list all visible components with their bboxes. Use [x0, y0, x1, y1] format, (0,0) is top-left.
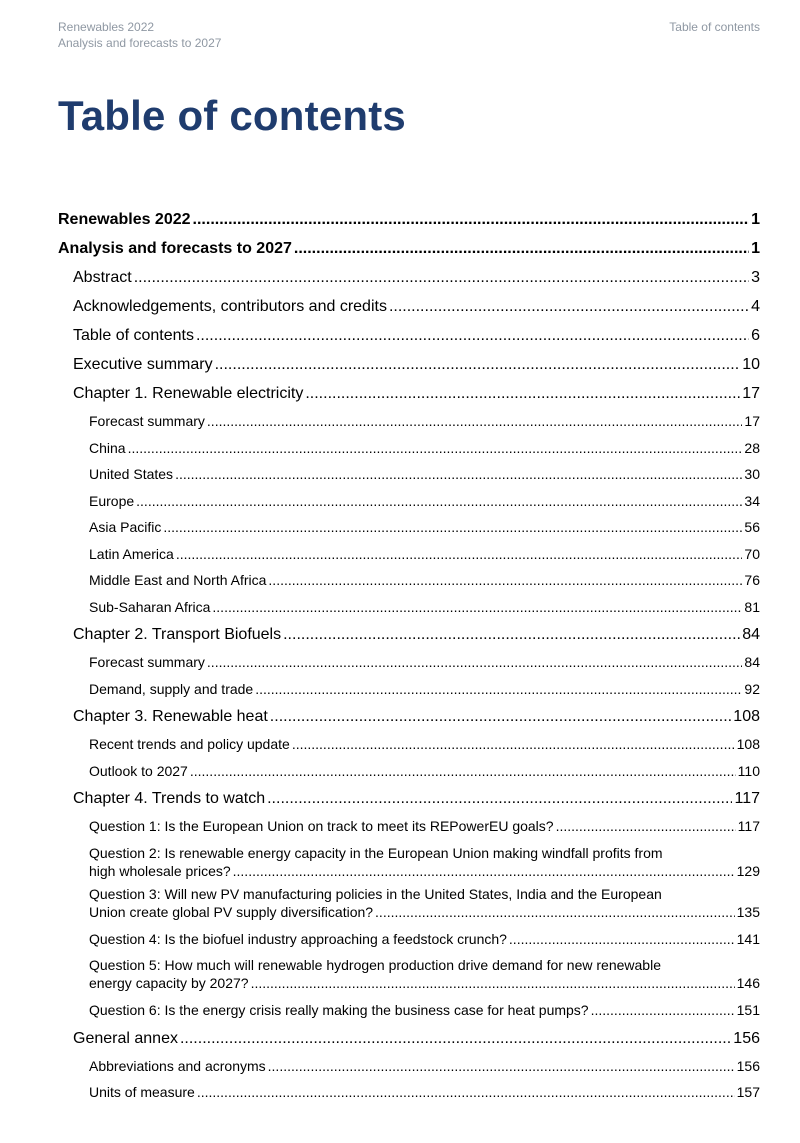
leader-dots — [207, 649, 743, 676]
leader-dots — [251, 974, 735, 992]
report-subtitle: Analysis and forecasts to 2027 — [58, 36, 222, 50]
leader-dots — [193, 205, 750, 234]
leader-dots — [207, 408, 743, 435]
leader-dots — [175, 461, 742, 488]
toc-entry-label: Outlook to 2027 — [89, 762, 188, 779]
toc-entry-label: Executive summary — [73, 356, 213, 373]
toc-entry[interactable] — [58, 350, 760, 379]
toc-entry-label: Middle East and North Africa — [89, 572, 267, 588]
leader-dots — [375, 903, 735, 921]
toc-entry-page: 30 — [744, 466, 760, 482]
leader-dots — [268, 567, 742, 594]
toc-entry-page: 157 — [736, 1084, 760, 1100]
toc-entry-page: 117 — [737, 818, 760, 834]
toc-entry-label: Question 4: Is the biofuel industry approaching a feedstock crunch? — [89, 930, 507, 947]
toc-entry[interactable] — [58, 461, 760, 488]
leader-dots — [197, 1079, 735, 1106]
leader-dots — [591, 997, 735, 1024]
toc-entry-label: Analysis and forecasts to 2027 — [58, 240, 292, 257]
toc-entry-page: 28 — [744, 439, 760, 456]
toc-entry-page: 76 — [744, 572, 760, 588]
toc-entry[interactable] — [58, 885, 760, 921]
leader-dots — [176, 541, 743, 568]
toc-entry-label: Question 1: Is the European Union on track to meet its REPowerEU goals? — [89, 818, 554, 834]
toc-entry-page: 17 — [742, 385, 760, 402]
toc-entry-page: 108 — [733, 708, 760, 725]
table-of-contents — [58, 205, 760, 1106]
toc-entry-label-line2: Union create global PV supply diversification? — [89, 903, 374, 920]
toc-entry-label: Acknowledgements, contributors and credits — [73, 298, 387, 315]
toc-entry[interactable] — [58, 813, 760, 840]
toc-entry[interactable] — [58, 997, 760, 1024]
toc-entry-page: 84 — [742, 626, 760, 643]
leader-dots — [267, 784, 732, 813]
toc-entry[interactable] — [58, 1024, 760, 1053]
toc-entry[interactable] — [58, 758, 760, 785]
toc-entry-page: 156 — [736, 1057, 760, 1074]
running-head-left — [58, 19, 221, 51]
toc-entry[interactable] — [58, 1053, 760, 1080]
toc-entry[interactable] — [58, 321, 760, 350]
toc-entry-page: 10 — [742, 356, 760, 373]
toc-entry[interactable] — [58, 784, 760, 813]
leader-dots — [190, 758, 736, 785]
leader-dots — [270, 702, 732, 731]
toc-entry-label: Asia Pacific — [89, 519, 162, 535]
toc-entry[interactable] — [58, 594, 760, 621]
toc-entry[interactable] — [58, 488, 760, 515]
toc-entry-label: United States — [89, 466, 174, 482]
leader-dots — [134, 263, 749, 292]
toc-entry-page: 151 — [736, 1002, 760, 1018]
toc-entry-page: 3 — [751, 269, 760, 286]
toc-entry[interactable] — [58, 435, 760, 462]
toc-entry-label: Units of measure — [89, 1084, 195, 1100]
leader-dots — [163, 514, 742, 541]
toc-entry[interactable] — [58, 956, 760, 992]
toc-entry-page: 70 — [744, 545, 760, 562]
leader-dots — [196, 321, 749, 350]
report-title: Renewables 2022 — [58, 20, 155, 34]
leader-dots — [136, 488, 742, 515]
toc-entry-label-line1: Question 5: How much will renewable hydrogen production drive demand for new renewable — [89, 957, 661, 973]
leader-dots — [283, 620, 740, 649]
toc-entry[interactable] — [58, 731, 760, 758]
toc-entry-page: 84 — [744, 654, 760, 670]
toc-entry-label: Table of contents — [73, 327, 194, 344]
leader-dots — [255, 676, 742, 703]
toc-entry[interactable] — [58, 926, 760, 953]
toc-entry-page: 141 — [736, 930, 760, 947]
toc-entry-label: Demand, supply and trade — [89, 680, 254, 697]
toc-entry-page: 146 — [736, 975, 760, 991]
toc-entry-label: Recent trends and policy update — [89, 736, 290, 752]
toc-entry-page: 4 — [751, 298, 760, 315]
leader-dots — [556, 813, 736, 840]
leader-dots — [128, 435, 743, 462]
leader-dots — [389, 292, 749, 321]
leader-dots — [233, 862, 735, 880]
toc-entry-label: Latin America — [89, 545, 174, 562]
leader-dots — [212, 594, 742, 621]
toc-entry-page: 17 — [744, 413, 760, 429]
leader-dots — [215, 350, 741, 379]
toc-entry-label: China — [89, 439, 126, 456]
toc-entry-page: 129 — [736, 862, 760, 879]
toc-entry-label: Forecast summary — [89, 654, 205, 670]
toc-entry-page: 81 — [744, 598, 760, 615]
toc-entry-page: 156 — [733, 1029, 760, 1047]
toc-entry-label-line2: energy capacity by 2027? — [89, 975, 249, 991]
toc-entry[interactable] — [58, 263, 760, 292]
section-name: Table of contents — [669, 20, 760, 34]
toc-entry[interactable] — [58, 205, 760, 234]
toc-entry-page: 34 — [744, 492, 760, 509]
toc-entry-page: 56 — [744, 519, 760, 535]
leader-dots — [294, 234, 749, 263]
leader-dots — [509, 926, 735, 953]
toc-entry-page: 1 — [751, 211, 760, 228]
toc-entry-page: 1 — [751, 240, 760, 257]
toc-entry-label: Europe — [89, 492, 135, 509]
toc-entry-label-line1: Question 3: Will new PV manufacturing policies in the United States, India and the European — [89, 885, 662, 902]
toc-entry[interactable] — [58, 702, 760, 731]
leader-dots — [180, 1024, 731, 1053]
page-title: Table of contents — [58, 92, 406, 139]
running-head — [58, 19, 760, 59]
toc-entry-label-line2: high wholesale prices? — [89, 862, 231, 879]
toc-entry[interactable] — [58, 567, 760, 594]
toc-entry-label: Sub-Saharan Africa — [89, 598, 211, 615]
toc-entry-page: 117 — [734, 790, 760, 807]
toc-entry[interactable] — [58, 292, 760, 321]
toc-entry-page: 6 — [751, 327, 760, 344]
toc-entry-label: Question 6: Is the energy crisis really making the business case for heat pumps? — [89, 1002, 589, 1018]
toc-entry-label-line1: Question 2: Is renewable energy capacity in the European Union making windfall profits from — [89, 844, 663, 861]
leader-dots — [268, 1053, 735, 1080]
toc-entry-label: Abbreviations and acronyms — [89, 1057, 266, 1074]
toc-entry-page: 108 — [736, 736, 760, 752]
toc-entry-label: General annex — [73, 1029, 178, 1047]
toc-entry-label: Chapter 4. Trends to watch — [73, 790, 266, 807]
toc-entry[interactable] — [58, 541, 760, 568]
toc-entry[interactable] — [58, 844, 760, 880]
toc-entry-label: Renewables 2022 — [58, 211, 191, 228]
toc-entry[interactable] — [58, 676, 760, 703]
toc-entry[interactable] — [58, 408, 760, 435]
toc-entry-label: Chapter 1. Renewable electricity — [73, 385, 304, 402]
toc-entry-page: 135 — [736, 903, 760, 920]
toc-entry[interactable] — [58, 649, 760, 676]
toc-entry-label: Chapter 2. Transport Biofuels — [73, 626, 282, 643]
toc-entry-label: Forecast summary — [89, 413, 205, 429]
toc-entry[interactable] — [58, 234, 760, 263]
toc-entry-page: 110 — [737, 762, 760, 779]
toc-entry[interactable] — [58, 1079, 760, 1106]
toc-entry-page: 92 — [744, 680, 760, 697]
toc-entry[interactable] — [58, 379, 760, 408]
toc-entry[interactable] — [58, 514, 760, 541]
toc-entry[interactable] — [58, 620, 760, 649]
toc-entry-label: Chapter 3. Renewable heat — [73, 708, 268, 725]
toc-entry-label: Abstract — [73, 269, 132, 286]
leader-dots — [305, 379, 740, 408]
leader-dots — [292, 731, 735, 758]
